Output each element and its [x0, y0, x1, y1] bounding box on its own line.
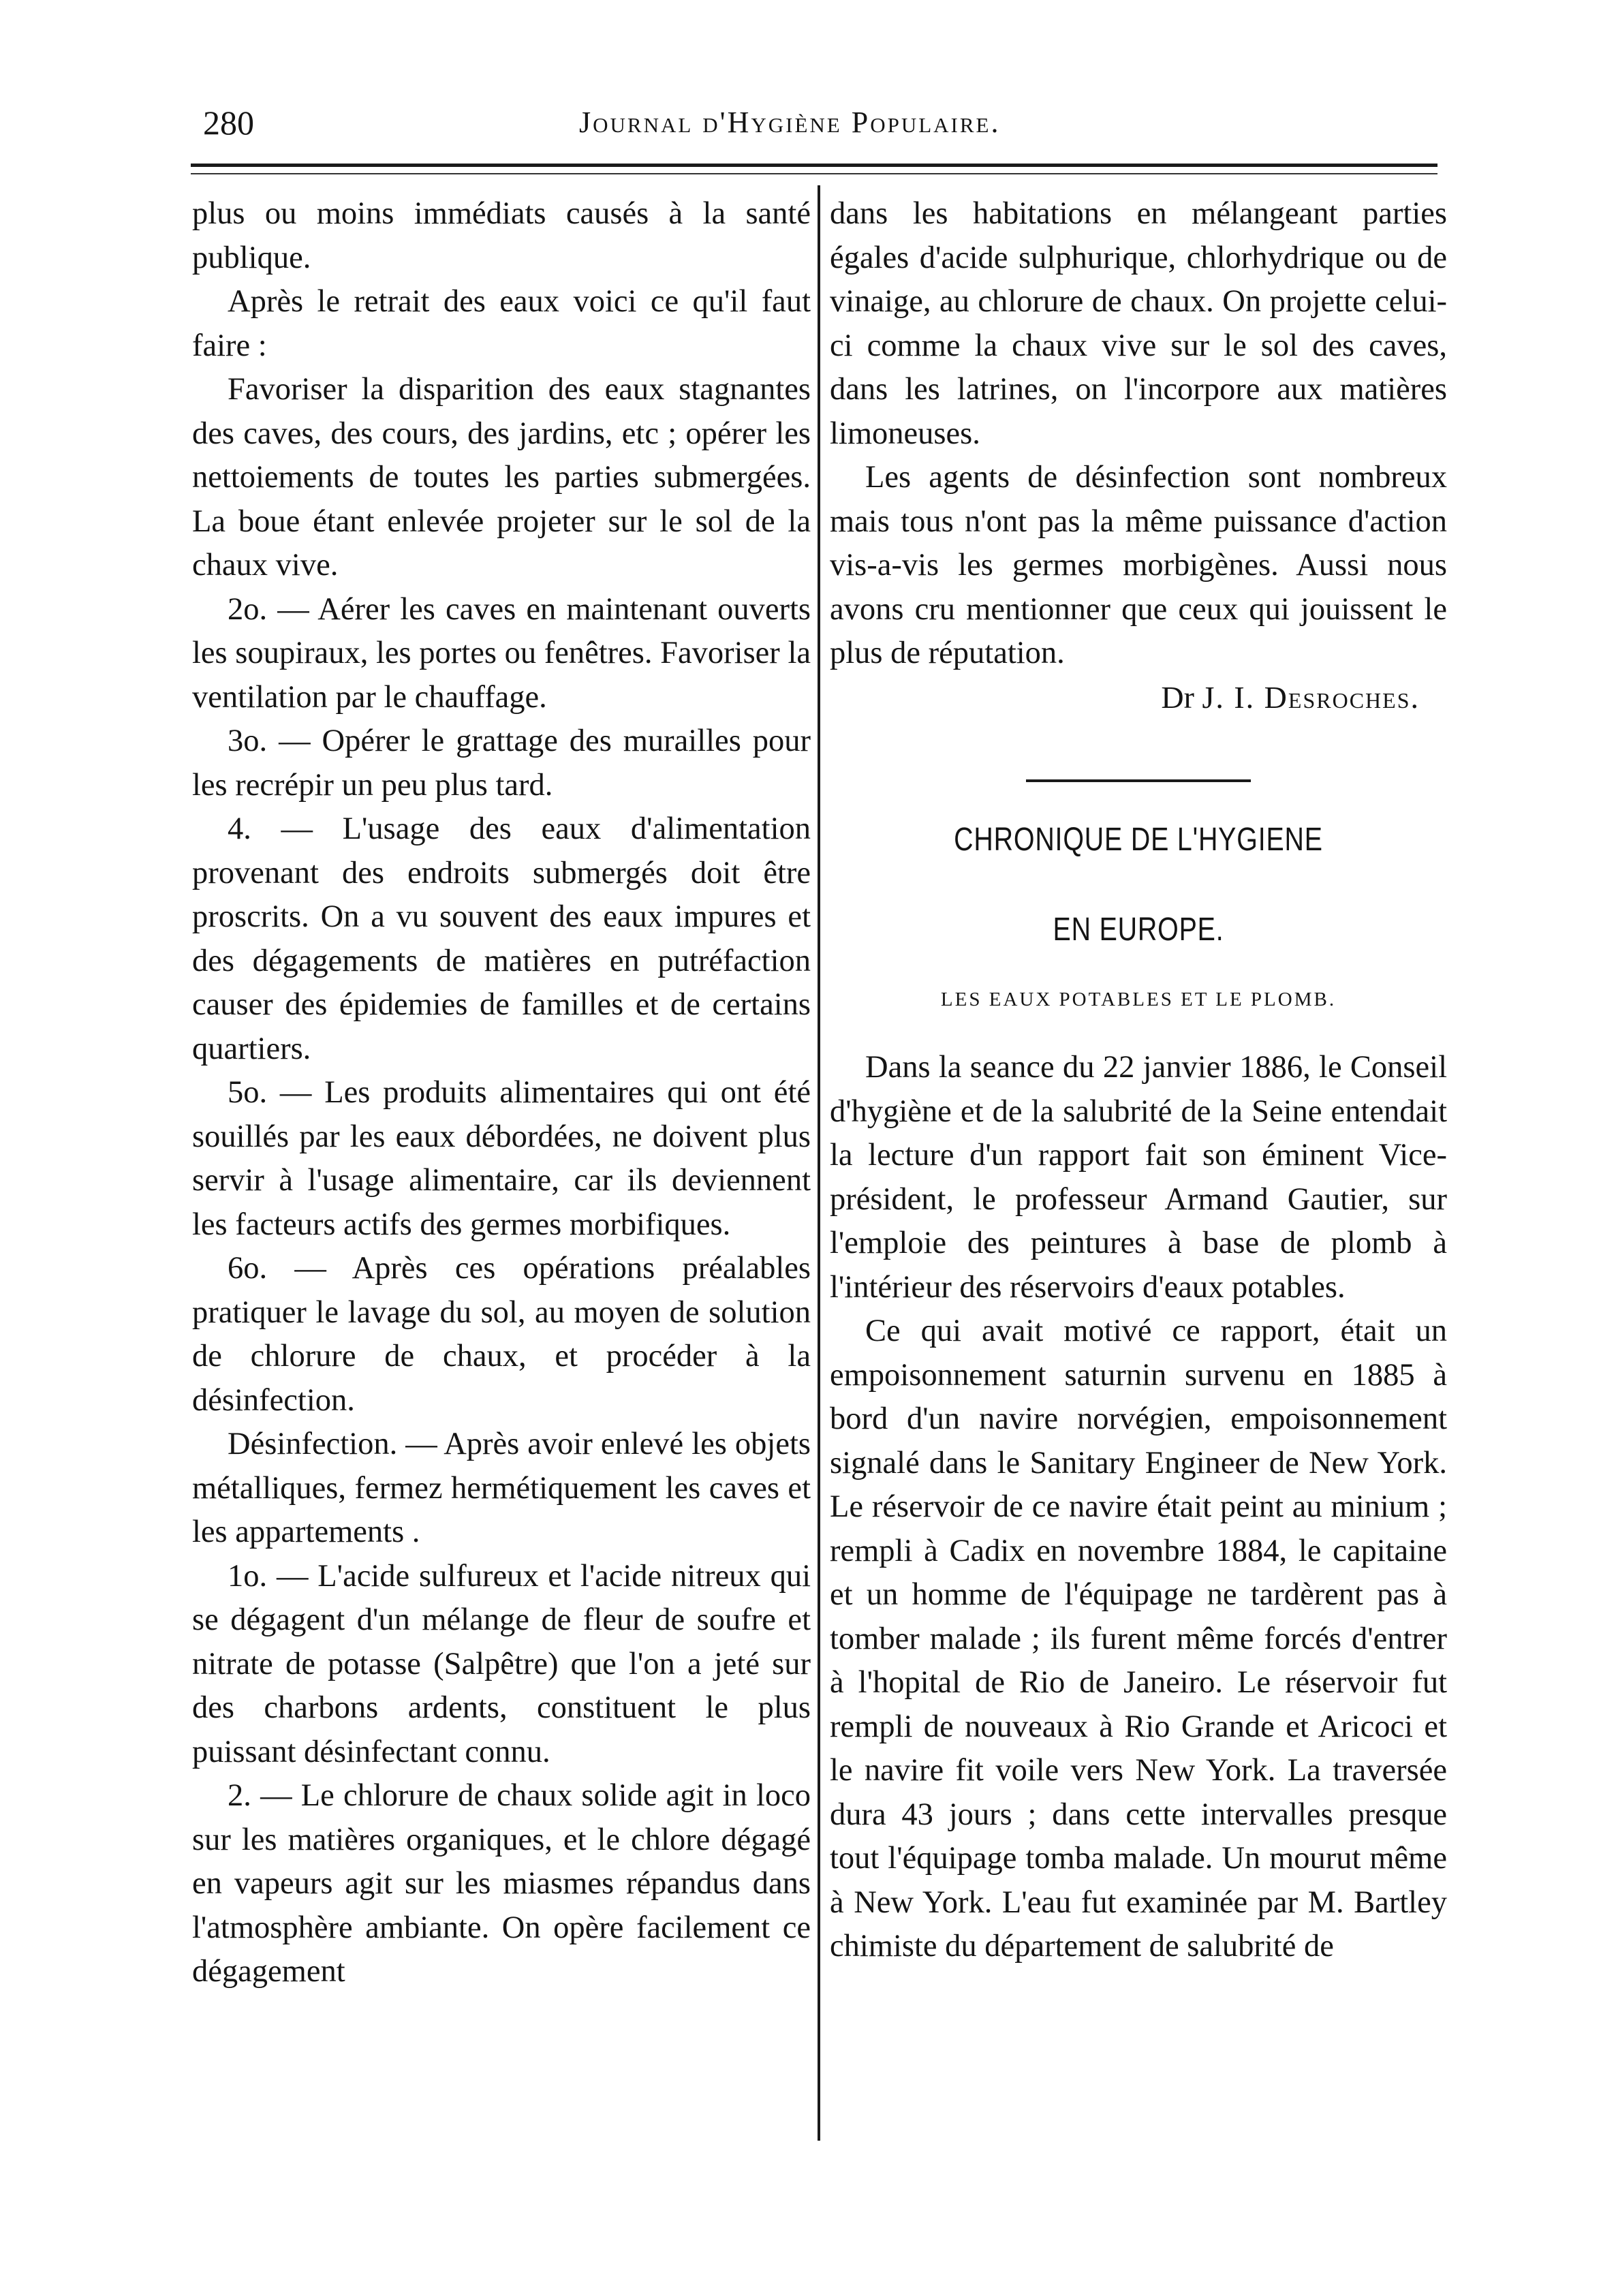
column-divider [818, 185, 820, 2141]
left-column [192, 192, 811, 1994]
paragraph: dans les habitations en mélangeant parties égales d'acide sulphurique, chlorhydrique ou de vinaige, au chlorure de chaux. On projette celui-ci comme la chaux vive sur le sol des caves, dans les latrines, on l'incorpore aux matières limoneuses. [830, 196, 1447, 451]
paragraph: plus ou moins immédiats causés à la santé publique. [192, 196, 811, 275]
paragraph: 1o. — L'acide sulfureux et l'acide nitreux qui se dégagent d'un mélange de fleur de soufre et nitrate de potasse (Salpêtre) que l'on a jeté sur des charbons ardents, constituent le plus puissant désinfectant connu. [192, 1558, 811, 1769]
section-title-line-1: CHRONIQUE DE L'HYGIENE [954, 822, 1323, 858]
paragraph: Ce qui avait motivé ce rapport, était un empoisonnement saturnin survenu en 1885 à bord d'un navire norvégien, empoisonnement signalé dans le Sanitary Engineer de New York. Le réservoir de ce navire était peint au minium ; rempli à Cadix en novembre 1884, le capitaine et un homme de l'équipage ne tardèrent pas à tomber malade ; ils furent même forcés d'entrer à l'hopital de Rio de Janeiro. Le réservoir fut rempli de nouveaux à Rio Grande et Aricoci et le navire fit voile vers New York. La traversée dura 43 jours ; dans cette intervalles presque tout l'équipage tomba malade. Un mourut même à New York. L'eau fut examinée par M. Bartley chimiste du département de salubrité de [830, 1314, 1447, 1964]
paragraph: Après le retrait des eaux voici ce qu'il faut faire : [192, 284, 811, 363]
section-divider [1026, 779, 1251, 782]
paragraph: Dans la seance du 22 janvier 1886, le Conseil d'hygiène et de la salubrité de la Seine entendait la lecture d'un rapport fait son éminent Vice-président, le professeur Armand Gautier, sur l'emploie des peintures à base de plomb à l'intérieur des réservoirs d'eaux potables. [830, 1050, 1447, 1305]
author-signature [830, 676, 1447, 720]
signature-prefix: Dr [1161, 679, 1194, 715]
paragraph: 6o. — Après ces opérations préalables pratiquer le lavage du sol, au moyen de solution de chlorure de chaux, et procéder à la désinfection. [192, 1251, 811, 1418]
paragraph: 2o. — Aérer les caves en maintenant ouverts les soupiraux, les portes ou fenêtres. Favoriser la ventilation par le chauffage. [192, 591, 811, 715]
header-rule-thick [191, 164, 1437, 167]
paragraph: Désinfection. — Après avoir enlevé les objets métalliques, fermez hermétiquement les caves et les appartements . [192, 1427, 811, 1549]
paragraph: Les agents de désinfection sont nombreux mais tous n'ont pas la même puissance d'action vis-a-vis les germes morbigènes. Aussi nous avons cru mentionner que ceux qui jouissent le plus de réputation. [830, 460, 1447, 670]
section-title-line-2: EN EUROPE. [1053, 912, 1224, 948]
paragraph: 3o. — Opérer le grattage des murailles pour les recrépir un peu plus tard. [192, 724, 811, 803]
paragraph: 2. — Le chlorure de chaux solide agit in loco sur les matières organiques, et le chlore dégagé en vapeurs agit sur les miasmes répandus dans l'atmosphère ambiante. On opère facilement ce dégagement [192, 1778, 811, 1989]
paragraph: Favoriser la disparition des eaux stagnantes des caves, des cours, des jardins, etc ; opérer les nettoiements de toutes les parties submergées. La boue étant enlevée projeter sur le sol de la chaux vive. [192, 372, 811, 583]
page-number: 280 [203, 104, 254, 142]
signature-name: J. I. Desroches. [1202, 679, 1420, 715]
section-subtitle: LES EAUX POTABLES ET LE PLOMB. [940, 989, 1337, 1010]
paragraph: 5o. — Les produits alimentaires qui ont été souillés par les eaux débordées, ne doivent plus servir à l'usage alimentaire, car ils deviennent les facteurs actifs des germes morbifiques. [192, 1075, 811, 1242]
header-rule-thin [191, 173, 1437, 174]
paragraph: 4. — L'usage des eaux d'alimentation provenant des endroits submergés doit être proscrits. On a vu souvent des eaux impures et des dégagements de matières en putréfaction causer des épidemies de familles et de certains quartiers. [192, 811, 811, 1066]
running-title: Journal d'Hygiène Populaire. [579, 106, 1001, 139]
right-column [830, 192, 1447, 1969]
